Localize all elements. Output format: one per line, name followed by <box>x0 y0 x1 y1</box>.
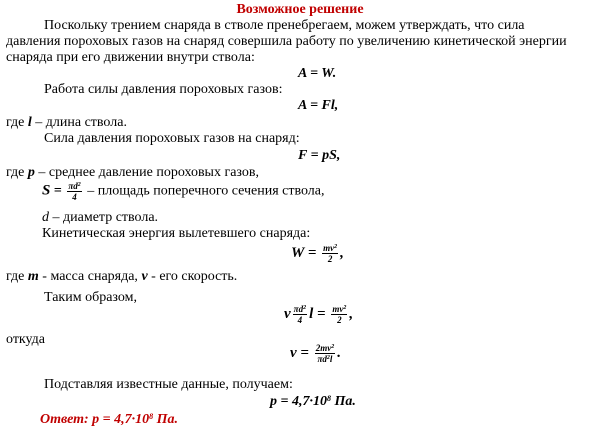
l-symbol: l <box>27 115 32 130</box>
s-frac-num-exp: 2 <box>77 182 81 188</box>
s-definition <box>42 181 325 209</box>
eq5-frac1-num: πd <box>293 304 304 314</box>
p-def-prefix: где <box>6 165 28 180</box>
p-def-text: – среднее давление пороховых газов, <box>34 165 259 180</box>
eq6-den: πd <box>317 354 327 364</box>
thus-text: Таким образом, <box>44 290 137 305</box>
result-unit: Па. <box>330 394 356 409</box>
answer-label: Ответ: <box>40 412 93 427</box>
answer-pre: p = 4,7·10 <box>92 412 150 427</box>
answer-exp: 8 <box>149 412 154 421</box>
l-definition <box>6 114 127 131</box>
p-symbol: p <box>27 165 35 180</box>
force-intro: Сила давления пороховых газов на снаряд: <box>44 131 300 146</box>
para1-line1: Поскольку трением снаряда в стволе пренебрегаем, можем утверждать, что сила <box>44 18 525 33</box>
s-fraction <box>67 181 81 202</box>
d-symbol: d <box>42 210 49 225</box>
equation-f-equals-ps: F = pS, <box>298 148 341 163</box>
eq6-tail: . <box>337 344 341 361</box>
v-def-text: - его скорость. <box>147 269 238 284</box>
eq5-frac1-exp: 2 <box>303 305 307 311</box>
eq5-tail: , <box>349 305 354 322</box>
v-symbol: v <box>141 269 148 284</box>
eq6-lhs: v = <box>290 344 313 361</box>
answer-line <box>40 411 178 428</box>
eq5-frac2-den: 2 <box>337 315 342 325</box>
equation-kinetic-energy <box>291 243 344 264</box>
eq4-lhs: W = <box>291 244 321 261</box>
equation-balance <box>284 304 353 325</box>
answer-unit: Па. <box>153 412 179 427</box>
para1-line2: давления пороховых газов на снаряд совершила работу по увеличению кинетической энергии <box>6 34 567 49</box>
eq5-lhs: v <box>284 305 291 322</box>
ke-intro: Кинетическая энергия вылетевшего снаряда: <box>42 226 311 241</box>
eq5-frac2-num: mv <box>332 304 344 314</box>
s-def-text: – площадь поперечного сечения ствола, <box>83 183 325 199</box>
result-exp: 8 <box>326 394 331 403</box>
d-def-text: – диаметр ствола. <box>49 210 159 225</box>
s-frac-den: 4 <box>72 192 77 202</box>
eq4-fraction <box>322 243 338 264</box>
eq5-fraction1 <box>293 304 307 325</box>
eq5-frac2-exp: 2 <box>343 305 347 311</box>
eq4-num-exp: 2 <box>334 244 338 250</box>
work-intro: Работа силы давления пороховых газов: <box>44 82 283 97</box>
m-symbol: m <box>27 269 39 284</box>
s-symbol: S <box>42 182 51 199</box>
eq4-den: 2 <box>327 254 333 264</box>
eq5-fraction2 <box>331 304 347 325</box>
eq6-den-exp: 2 <box>326 355 330 361</box>
l-def-prefix: где <box>6 115 28 130</box>
l-def-text: – длина ствола. <box>31 115 127 130</box>
eq6-den-tail: l <box>329 354 333 364</box>
s-frac-num: πd <box>68 181 78 191</box>
whence-text: откуда <box>6 332 45 347</box>
m-def-text: - масса снаряда, <box>38 269 142 284</box>
p-definition <box>6 164 259 181</box>
equation-velocity <box>290 343 341 364</box>
eq4-num: mv <box>323 243 335 253</box>
d-definition <box>42 209 158 226</box>
eq6-num: 2mv <box>315 343 332 353</box>
substitute-text: Подставляя известные данные, получаем: <box>44 377 293 392</box>
eq6-fraction <box>315 343 336 364</box>
mv-definition <box>6 268 237 285</box>
eq4-tail: , <box>340 244 344 261</box>
equation-a-equals-fl: A = Fl, <box>298 98 339 113</box>
mv-def-prefix: где <box>6 269 28 284</box>
eq5-frac1-den: 4 <box>297 315 303 325</box>
result-formula <box>270 393 356 410</box>
title: Возможное решение <box>236 2 364 17</box>
para1-line3: снаряда при его движении внутри ствола: <box>6 50 255 65</box>
s-equals: = <box>50 183 66 199</box>
equation-a-equals-w: A = W. <box>298 66 337 81</box>
result-pre: p = 4,7·10 <box>270 394 327 409</box>
eq6-num-exp: 2 <box>331 344 335 350</box>
eq5-mid: l = <box>309 305 330 322</box>
